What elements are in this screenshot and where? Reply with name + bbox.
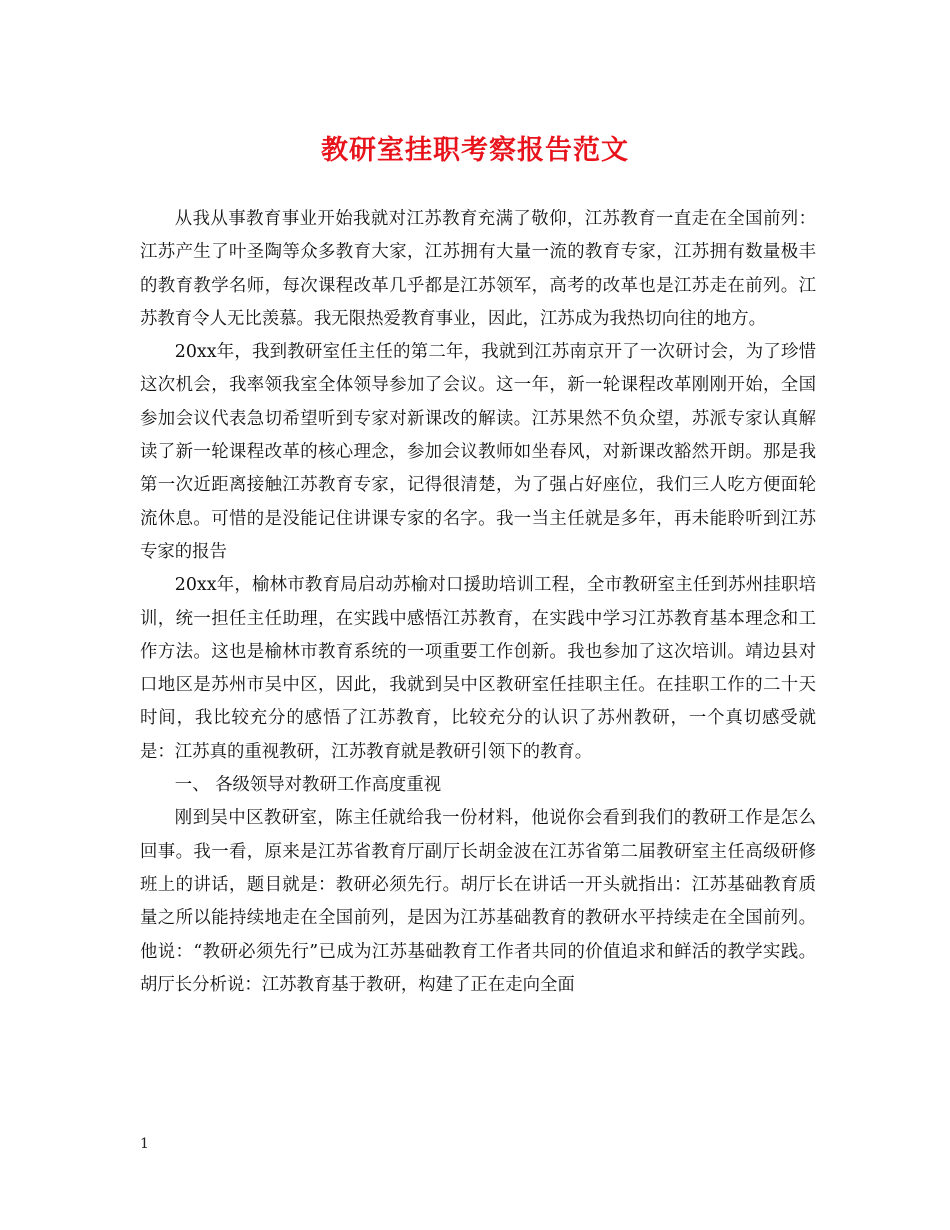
paragraph: 刚到吴中区教研室，陈主任就给我一份材料，他说你会看到我们的教研工作是怎么回事。我一看，原来是江苏省教育厅副厅长胡金波在江苏省第二届教研室主任高级研修班上的讲话，题目就是：教研必须先行。胡厅长在讲话一开头就指出：江苏基础教育质量之所以能持续地走在全国前列，是因为江苏基础教育的教研水平持续走在全国前列。他说：“教研必须先行”已成为江苏基础教育工作者共同的价值追求和鲜活的教学实践。胡厅长分析说：江苏教育基于教研，构建了正在走向全面: [140, 808, 816, 995]
document-title: 教研室挂职考察报告范文: [321, 135, 629, 166]
paragraph: 20xx年，榆林市教育局启动苏榆对口援助培训工程，全市教研室主任到苏州挂职培训，统一担任主任助理，在实践中感悟江苏教育，在实践中学习江苏教育基本理念和工作方法。这也是榆林市教育系统的一项重要工作创新。我也参加了这次培训。靖边县对口地区是苏州市吴中区，因此，我就到吴中区教研室任挂职主任。在挂职工作的二十天时间，我比较充分的感悟了江苏教育，比较充分的认识了苏州教研，一个真切感受就是：江苏真的重视教研，江苏教育就是教研引领下的教育。: [140, 575, 816, 762]
paragraph: 20xx年，我到教研室任主任的第二年，我就到江苏南京开了一次研讨会，为了珍惜这次机会，我率领我室全体领导参加了会议。这一年，新一轮课程改革刚刚开始，全国参加会议代表急切希望听到专家对新课改的解读。江苏果然不负众望，苏派专家认真解读了新一轮课程改革的核心理念，参加会议教师如坐春风，对新课改豁然开朗。那是我第一次近距离接触江苏教育专家，记得很清楚，为了强占好座位，我们三人吃方便面轮流休息。可惜的是没能记住讲课专家的名字。我一当主任就是多年，再未能聆听到江苏专家的报告: [140, 342, 816, 562]
section-heading: 一、 各级领导对教研工作高度重视: [174, 775, 442, 796]
document-body: [140, 203, 816, 1002]
paragraph: 从我从事教育事业开始我就对江苏教育充满了敬仰，江苏教育一直走在全国前列：江苏产生了叶圣陶等众多教育大家，江苏拥有大量一流的教育专家，江苏拥有数量极丰的教育教学名师，每次课程改革几乎都是江苏领军，高考的改革也是江苏走在前列。江苏教育令人无比羡慕。我无限热爱教育事业，因此，江苏成为我热切向往的地方。: [140, 209, 816, 329]
page-number: 1: [140, 1136, 149, 1152]
